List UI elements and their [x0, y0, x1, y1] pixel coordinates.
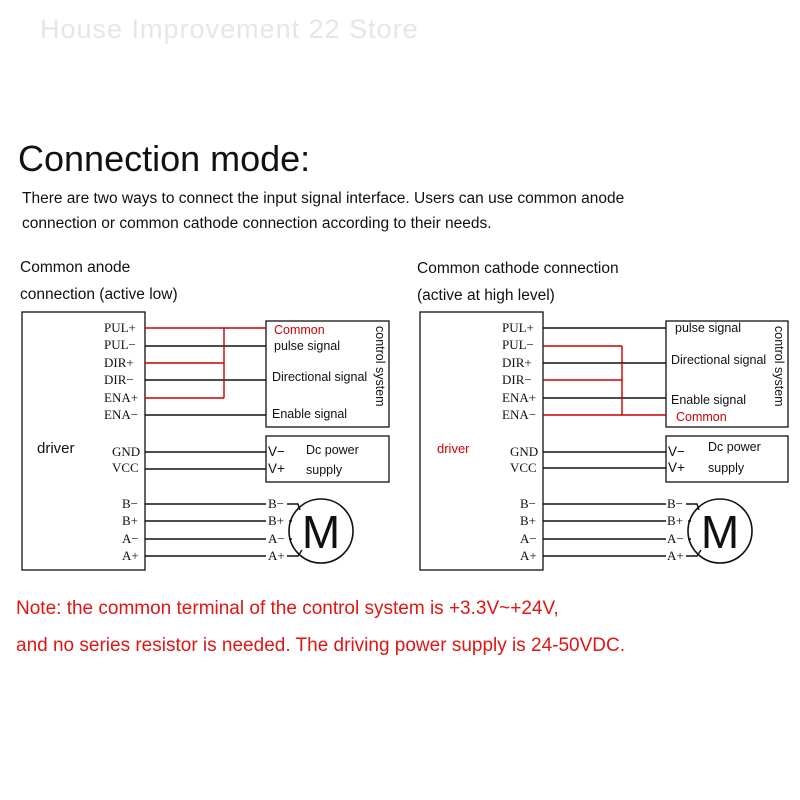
right-pulse-signal-label: pulse signal — [675, 321, 742, 335]
right-pin-pul-minus: PUL− — [502, 337, 534, 352]
left-motor-pin-b-plus: B+ — [268, 513, 285, 528]
left-motor-pin-a-minus: A− — [268, 531, 285, 546]
left-pin-ena-minus: ENA− — [104, 407, 139, 422]
left-directional-signal-label: Directional signal — [272, 370, 368, 384]
right-enable-signal-label: Enable signal — [671, 393, 747, 407]
left-supply-label: supply — [306, 463, 343, 477]
right-pin-dir-plus: DIR+ — [502, 355, 532, 370]
left-pin-vcc: VCC — [112, 460, 139, 475]
right-pin-a-minus: A− — [520, 531, 537, 546]
intro-line-2: connection or common cathode connection according to their needs. — [22, 215, 492, 232]
left-pin-gnd: GND — [112, 444, 141, 459]
left-caption-line-1: Common anode — [20, 259, 131, 276]
left-pin-b-plus: B+ — [122, 513, 139, 528]
left-dc-power-label: Dc power — [306, 443, 359, 457]
left-pulse-signal-label: pulse signal — [274, 339, 341, 353]
left-v-minus-label: V− — [268, 444, 285, 459]
left-pin-dir-minus: DIR− — [104, 372, 134, 387]
left-v-plus-label: V+ — [268, 461, 285, 476]
right-pin-ena-plus: ENA+ — [502, 390, 537, 405]
left-motor-label: M — [301, 506, 341, 558]
left-motor-pin-b-minus: B− — [268, 496, 285, 511]
right-pin-vcc: VCC — [510, 460, 537, 475]
right-pin-pul-plus: PUL+ — [502, 320, 534, 335]
right-pin-b-minus: B− — [520, 496, 537, 511]
right-control-system-label: control system — [772, 326, 786, 407]
right-driver-label: driver — [437, 441, 470, 456]
left-pin-ena-plus: ENA+ — [104, 390, 139, 405]
left-enable-signal-label: Enable signal — [272, 407, 348, 421]
right-directional-signal-label: Directional signal — [671, 353, 767, 367]
right-pin-a-plus: A+ — [520, 548, 537, 563]
left-pin-a-plus: A+ — [122, 548, 139, 563]
right-motor-label: M — [700, 506, 740, 558]
left-control-system-label: control system — [373, 326, 387, 407]
left-driver-label: driver — [37, 440, 75, 457]
right-v-plus-label: V+ — [668, 460, 685, 475]
left-pin-pul-plus: PUL+ — [104, 320, 136, 335]
right-motor-pin-b-plus: B+ — [667, 513, 684, 528]
right-common-label: Common — [676, 410, 727, 424]
intro-line-1: There are two ways to connect the input signal interface. Users can use common anode — [22, 190, 625, 207]
note-line-1: Note: the common terminal of the control system is +3.3V~+24V, — [16, 598, 559, 619]
left-common-label: Common — [274, 323, 325, 337]
right-caption-line-1: Common cathode connection — [417, 260, 619, 277]
right-dc-power-label: Dc power — [708, 440, 761, 454]
right-caption-line-2: (active at high level) — [417, 287, 555, 304]
right-pin-b-plus: B+ — [520, 513, 537, 528]
right-motor-pin-a-minus: A− — [667, 531, 684, 546]
right-wiring-diagram — [420, 312, 788, 570]
right-pin-dir-minus: DIR− — [502, 372, 532, 387]
right-v-minus-label: V− — [668, 444, 685, 459]
left-pin-b-minus: B− — [122, 496, 139, 511]
left-pin-pul-minus: PUL− — [104, 337, 136, 352]
left-pin-dir-plus: DIR+ — [104, 355, 134, 370]
left-pin-a-minus: A− — [122, 531, 139, 546]
store-watermark: House Improvement 22 Store — [40, 14, 419, 44]
right-motor-pin-b-minus: B− — [667, 496, 684, 511]
right-supply-label: supply — [708, 461, 745, 475]
note-line-2: and no series resistor is needed. The driving power supply is 24-50VDC. — [16, 635, 626, 656]
right-pin-ena-minus: ENA− — [502, 407, 537, 422]
page-title: Connection mode: — [18, 138, 311, 179]
left-wiring-diagram — [22, 312, 389, 570]
right-motor-pin-a-plus: A+ — [667, 548, 684, 563]
left-caption-line-2: connection (active low) — [20, 286, 178, 303]
left-motor-pin-a-plus: A+ — [268, 548, 285, 563]
right-pin-gnd: GND — [510, 444, 539, 459]
